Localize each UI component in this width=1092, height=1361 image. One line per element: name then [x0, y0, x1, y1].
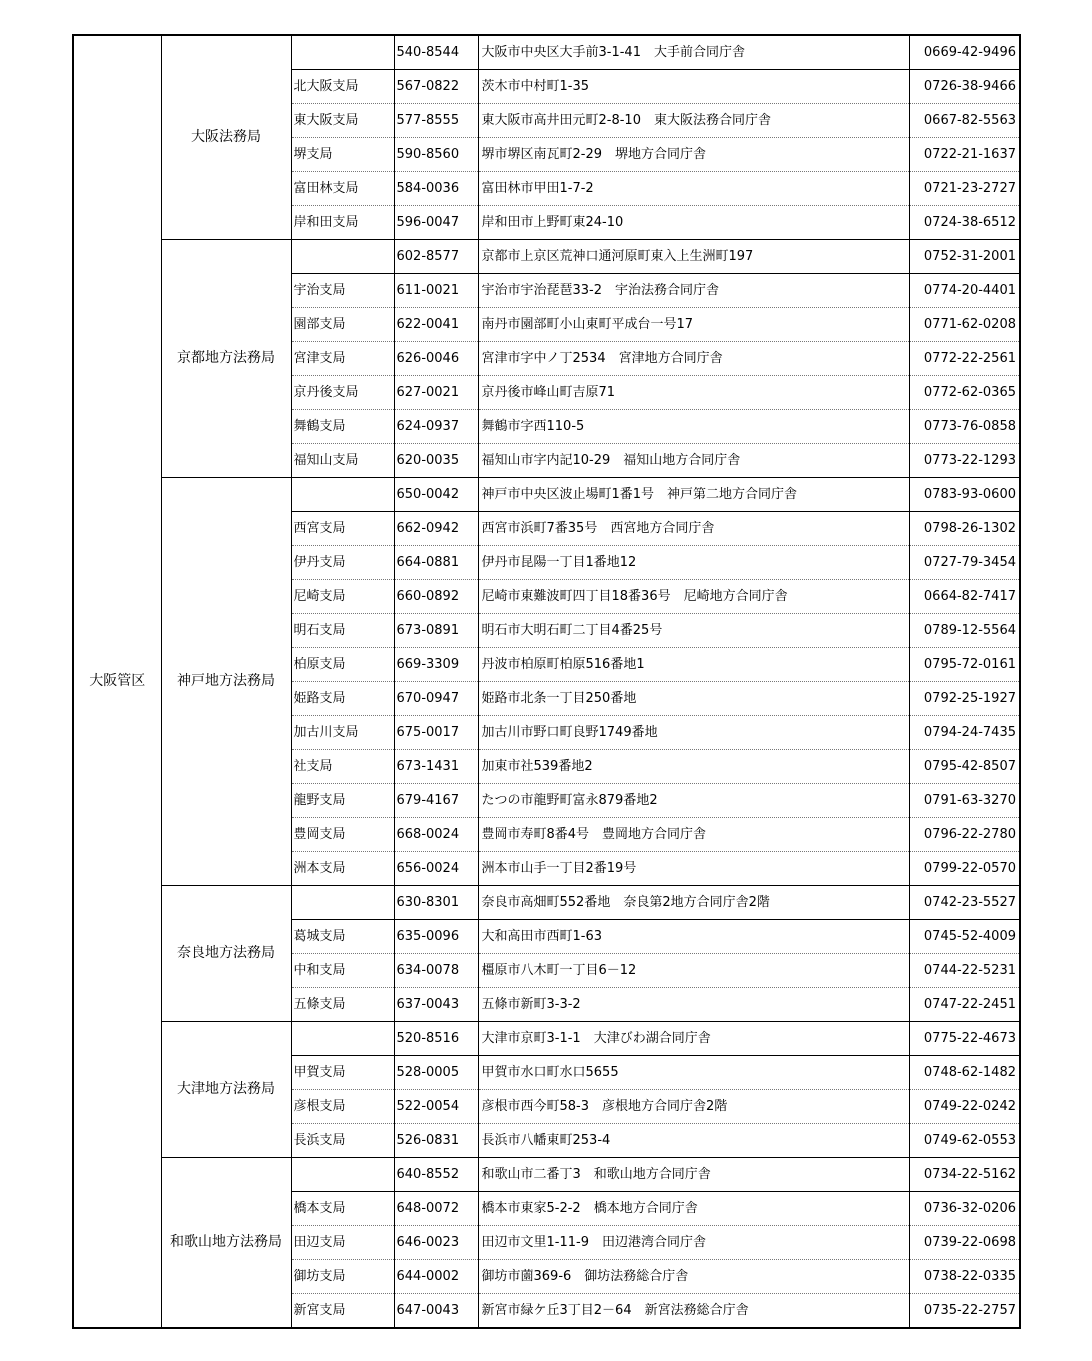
postal-code-cell: 528-0005: [394, 1056, 478, 1090]
phone-cell: 0724-38-6512: [909, 206, 1020, 240]
postal-code-cell: 520-8516: [394, 1022, 478, 1056]
postal-code-cell: 670-0947: [394, 682, 478, 716]
phone-cell: 0795-72-0161: [909, 648, 1020, 682]
address-cell: 京都市上京区荒神口通河原町東入上生洲町197: [478, 240, 909, 274]
phone-cell: 0745-52-4009: [909, 920, 1020, 954]
branch-cell: 甲賀支局: [291, 1056, 394, 1090]
phone-cell: 0726-38-9466: [909, 70, 1020, 104]
branch-cell: [291, 35, 394, 70]
branch-cell: 葛城支局: [291, 920, 394, 954]
phone-cell: 0772-62-0365: [909, 376, 1020, 410]
branch-cell: 御坊支局: [291, 1260, 394, 1294]
phone-cell: 0739-22-0698: [909, 1226, 1020, 1260]
postal-code-cell: 664-0881: [394, 546, 478, 580]
postal-code-cell: 634-0078: [394, 954, 478, 988]
postal-code-cell: 673-1431: [394, 750, 478, 784]
branch-cell: 彦根支局: [291, 1090, 394, 1124]
branch-cell: 長浜支局: [291, 1124, 394, 1158]
phone-cell: 0736-32-0206: [909, 1192, 1020, 1226]
branch-cell: 洲本支局: [291, 852, 394, 886]
postal-code-cell: 624-0937: [394, 410, 478, 444]
postal-code-cell: 647-0043: [394, 1294, 478, 1329]
postal-code-cell: 668-0024: [394, 818, 478, 852]
address-cell: 西宮市浜町7番35号 西宮地方合同庁舎: [478, 512, 909, 546]
phone-cell: 0744-22-5231: [909, 954, 1020, 988]
postal-code-cell: 656-0024: [394, 852, 478, 886]
postal-code-cell: 590-8560: [394, 138, 478, 172]
phone-cell: 0795-42-8507: [909, 750, 1020, 784]
branch-cell: [291, 240, 394, 274]
address-cell: 大和高田市西町1-63: [478, 920, 909, 954]
phone-cell: 0748-62-1482: [909, 1056, 1020, 1090]
phone-cell: 0771-62-0208: [909, 308, 1020, 342]
postal-code-cell: 540-8544: [394, 35, 478, 70]
phone-cell: 0734-22-5162: [909, 1158, 1020, 1192]
branch-cell: 中和支局: [291, 954, 394, 988]
phone-cell: 0667-82-5563: [909, 104, 1020, 138]
phone-cell: 0773-22-1293: [909, 444, 1020, 478]
bureau-cell: 大阪法務局: [161, 35, 291, 240]
address-cell: 南丹市園部町小山東町平成台一号17: [478, 308, 909, 342]
office-directory-table: [72, 34, 1021, 1329]
phone-cell: 0735-22-2757: [909, 1294, 1020, 1329]
phone-cell: 0738-22-0335: [909, 1260, 1020, 1294]
postal-code-cell: 637-0043: [394, 988, 478, 1022]
address-cell: 堺市堺区南瓦町2-29 堺地方合同庁舎: [478, 138, 909, 172]
postal-code-cell: 644-0002: [394, 1260, 478, 1294]
address-cell: 五條市新町3-3-2: [478, 988, 909, 1022]
address-cell: 富田林市甲田1-7-2: [478, 172, 909, 206]
phone-cell: 0775-22-4673: [909, 1022, 1020, 1056]
branch-cell: 北大阪支局: [291, 70, 394, 104]
postal-code-cell: 522-0054: [394, 1090, 478, 1124]
postal-code-cell: 640-8552: [394, 1158, 478, 1192]
phone-cell: 0792-25-1927: [909, 682, 1020, 716]
branch-cell: [291, 886, 394, 920]
table-row: [73, 1158, 1020, 1192]
address-cell: たつの市龍野町富永879番地2: [478, 784, 909, 818]
branch-cell: 園部支局: [291, 308, 394, 342]
bureau-cell: 京都地方法務局: [161, 240, 291, 478]
address-cell: 橋本市東家5-2-2 橋本地方合同庁舎: [478, 1192, 909, 1226]
address-cell: 宮津市字中ノ丁2534 宮津地方合同庁舎: [478, 342, 909, 376]
address-cell: 福知山市字内記10-29 福知山地方合同庁舎: [478, 444, 909, 478]
branch-cell: [291, 1022, 394, 1056]
table-row: [73, 478, 1020, 512]
address-cell: 舞鶴市字西110-5: [478, 410, 909, 444]
postal-code-cell: 679-4167: [394, 784, 478, 818]
address-cell: 加古川市野口町良野1749番地: [478, 716, 909, 750]
address-cell: 豊岡市寿町8番4号 豊岡地方合同庁舎: [478, 818, 909, 852]
phone-cell: 0774-20-4401: [909, 274, 1020, 308]
address-cell: 明石市大明石町二丁目4番25号: [478, 614, 909, 648]
table-row: [73, 886, 1020, 920]
address-cell: 加東市社539番地2: [478, 750, 909, 784]
branch-cell: 宮津支局: [291, 342, 394, 376]
branch-cell: 柏原支局: [291, 648, 394, 682]
phone-cell: 0798-26-1302: [909, 512, 1020, 546]
branch-cell: 福知山支局: [291, 444, 394, 478]
address-cell: 橿原市八木町一丁目6－12: [478, 954, 909, 988]
branch-cell: 伊丹支局: [291, 546, 394, 580]
bureau-cell: 大津地方法務局: [161, 1022, 291, 1158]
address-cell: 伊丹市昆陽一丁目1番地12: [478, 546, 909, 580]
address-cell: 姫路市北条一丁目250番地: [478, 682, 909, 716]
postal-code-cell: 596-0047: [394, 206, 478, 240]
branch-cell: 堺支局: [291, 138, 394, 172]
address-cell: 宇治市宇治琵琶33-2 宇治法務合同庁舎: [478, 274, 909, 308]
address-cell: 大阪市中央区大手前3-1-41 大手前合同庁舎: [478, 35, 909, 70]
address-cell: 和歌山市二番丁3 和歌山地方合同庁舎: [478, 1158, 909, 1192]
branch-cell: 豊岡支局: [291, 818, 394, 852]
postal-code-cell: 567-0822: [394, 70, 478, 104]
phone-cell: 0799-22-0570: [909, 852, 1020, 886]
address-cell: 奈良市高畑町552番地 奈良第2地方合同庁舎2階: [478, 886, 909, 920]
phone-cell: 0669-42-9496: [909, 35, 1020, 70]
postal-code-cell: 673-0891: [394, 614, 478, 648]
phone-cell: 0794-24-7435: [909, 716, 1020, 750]
branch-cell: 五條支局: [291, 988, 394, 1022]
branch-cell: 新宮支局: [291, 1294, 394, 1329]
bureau-cell: 和歌山地方法務局: [161, 1158, 291, 1329]
branch-cell: 岸和田支局: [291, 206, 394, 240]
phone-cell: 0789-12-5564: [909, 614, 1020, 648]
phone-cell: 0742-23-5527: [909, 886, 1020, 920]
postal-code-cell: 622-0041: [394, 308, 478, 342]
branch-cell: 富田林支局: [291, 172, 394, 206]
postal-code-cell: 648-0072: [394, 1192, 478, 1226]
postal-code-cell: 602-8577: [394, 240, 478, 274]
postal-code-cell: 584-0036: [394, 172, 478, 206]
phone-cell: 0791-63-3270: [909, 784, 1020, 818]
address-cell: 尼崎市東難波町四丁目18番36号 尼崎地方合同庁舎: [478, 580, 909, 614]
phone-cell: 0747-22-2451: [909, 988, 1020, 1022]
postal-code-cell: 630-8301: [394, 886, 478, 920]
table-body: [73, 35, 1020, 1328]
address-cell: 洲本市山手一丁目2番19号: [478, 852, 909, 886]
branch-cell: 宇治支局: [291, 274, 394, 308]
region-cell: 大阪管区: [73, 35, 161, 1328]
address-cell: 御坊市薗369-6 御坊法務総合庁舎: [478, 1260, 909, 1294]
branch-cell: 尼崎支局: [291, 580, 394, 614]
phone-cell: 0727-79-3454: [909, 546, 1020, 580]
branch-cell: 舞鶴支局: [291, 410, 394, 444]
postal-code-cell: 626-0046: [394, 342, 478, 376]
phone-cell: 0752-31-2001: [909, 240, 1020, 274]
postal-code-cell: 646-0023: [394, 1226, 478, 1260]
branch-cell: [291, 1158, 394, 1192]
phone-cell: 0721-23-2727: [909, 172, 1020, 206]
branch-cell: 西宮支局: [291, 512, 394, 546]
phone-cell: 0796-22-2780: [909, 818, 1020, 852]
branch-cell: 加古川支局: [291, 716, 394, 750]
postal-code-cell: 627-0021: [394, 376, 478, 410]
branch-cell: 橋本支局: [291, 1192, 394, 1226]
address-cell: 大津市京町3-1-1 大津びわ湖合同庁舎: [478, 1022, 909, 1056]
address-cell: 岸和田市上野町東24-10: [478, 206, 909, 240]
postal-code-cell: 662-0942: [394, 512, 478, 546]
address-cell: 田辺市文里1-11-9 田辺港湾合同庁舎: [478, 1226, 909, 1260]
postal-code-cell: 669-3309: [394, 648, 478, 682]
postal-code-cell: 675-0017: [394, 716, 478, 750]
address-cell: 彦根市西今町58-3 彦根地方合同庁舎2階: [478, 1090, 909, 1124]
table-row: [73, 1022, 1020, 1056]
table-row: [73, 240, 1020, 274]
phone-cell: 0749-22-0242: [909, 1090, 1020, 1124]
branch-cell: 東大阪支局: [291, 104, 394, 138]
branch-cell: 田辺支局: [291, 1226, 394, 1260]
address-cell: 京丹後市峰山町吉原71: [478, 376, 909, 410]
address-cell: 神戸市中央区波止場町1番1号 神戸第二地方合同庁舎: [478, 478, 909, 512]
address-cell: 甲賀市水口町水口5655: [478, 1056, 909, 1090]
address-cell: 茨木市中村町1-35: [478, 70, 909, 104]
address-cell: 新宮市緑ケ丘3丁目2－64 新宮法務総合庁舎: [478, 1294, 909, 1329]
phone-cell: 0722-21-1637: [909, 138, 1020, 172]
address-cell: 長浜市八幡東町253-4: [478, 1124, 909, 1158]
address-cell: 丹波市柏原町柏原516番地1: [478, 648, 909, 682]
postal-code-cell: 526-0831: [394, 1124, 478, 1158]
postal-code-cell: 611-0021: [394, 274, 478, 308]
branch-cell: 京丹後支局: [291, 376, 394, 410]
postal-code-cell: 620-0035: [394, 444, 478, 478]
phone-cell: 0664-82-7417: [909, 580, 1020, 614]
branch-cell: [291, 478, 394, 512]
branch-cell: 社支局: [291, 750, 394, 784]
branch-cell: 明石支局: [291, 614, 394, 648]
phone-cell: 0773-76-0858: [909, 410, 1020, 444]
phone-cell: 0749-62-0553: [909, 1124, 1020, 1158]
phone-cell: 0783-93-0600: [909, 478, 1020, 512]
phone-cell: 0772-22-2561: [909, 342, 1020, 376]
bureau-cell: 奈良地方法務局: [161, 886, 291, 1022]
table-row: [73, 35, 1020, 70]
postal-code-cell: 650-0042: [394, 478, 478, 512]
branch-cell: 姫路支局: [291, 682, 394, 716]
branch-cell: 龍野支局: [291, 784, 394, 818]
postal-code-cell: 660-0892: [394, 580, 478, 614]
bureau-cell: 神戸地方法務局: [161, 478, 291, 886]
address-cell: 東大阪市高井田元町2-8-10 東大阪法務合同庁舎: [478, 104, 909, 138]
postal-code-cell: 635-0096: [394, 920, 478, 954]
postal-code-cell: 577-8555: [394, 104, 478, 138]
